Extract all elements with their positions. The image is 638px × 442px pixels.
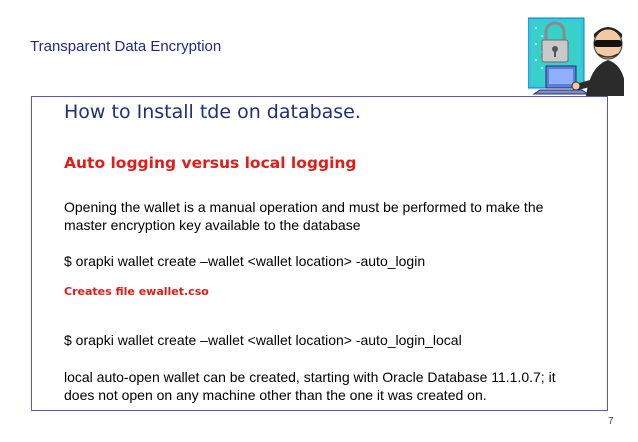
page-number: 7 — [608, 416, 614, 427]
slide-header-title: Transparent Data Encryption — [30, 38, 222, 55]
wallet-description-paragraph: Opening the wallet is a manual operation and must be performed to make the master encryption key available to the database — [64, 199, 544, 233]
slide-heading: How to Install tde on database. — [64, 101, 361, 123]
auto-login-command: $ orapki wallet create –wallet <wallet location> -auto_login — [64, 253, 426, 269]
auto-login-local-command: $ orapki wallet create –wallet <wallet location> -auto_login_local — [64, 332, 462, 348]
local-wallet-description-paragraph: local auto-open wallet can be created, starting with Oracle Database 11.1.0.7; it does not open on any machine other than the one it was created on. — [64, 369, 556, 403]
creates-file-note: Creates file ewallet.cso — [64, 285, 209, 298]
hacker-padlock-computer-icon — [528, 14, 624, 96]
section-subheading: Auto logging versus local logging — [64, 154, 357, 172]
